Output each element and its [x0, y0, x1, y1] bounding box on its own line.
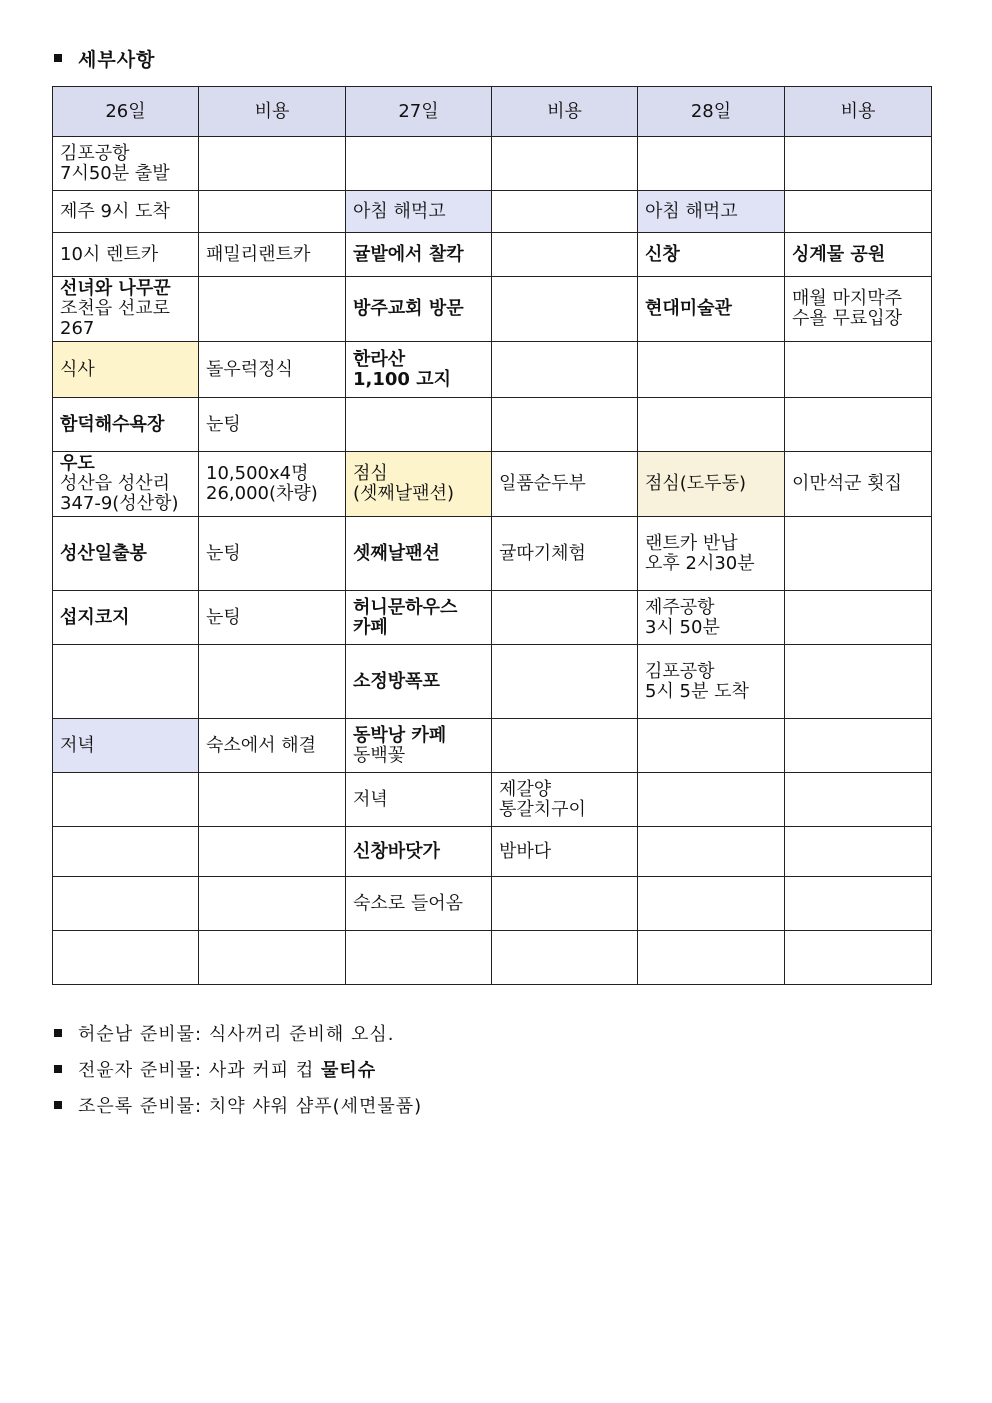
table-cell — [785, 137, 932, 191]
table-cell — [199, 517, 346, 591]
cell-text: 싱계물 공원 — [792, 243, 886, 265]
table-cell — [785, 517, 932, 591]
cell-text: 성산일출봉 — [60, 542, 147, 564]
table-cell — [638, 719, 785, 773]
table-row — [53, 645, 932, 719]
table-row — [53, 517, 932, 591]
preparation-notes — [54, 1020, 422, 1128]
table-row — [53, 398, 932, 452]
table-row — [53, 191, 932, 233]
table-cell — [346, 877, 492, 931]
table-cell — [785, 877, 932, 931]
table-cell — [53, 773, 199, 827]
table-cell — [638, 233, 785, 277]
table-cell — [346, 452, 492, 517]
cell-text: 현대미술관 — [645, 298, 732, 319]
table-cell — [492, 191, 638, 233]
table-cell — [346, 137, 492, 191]
table-cell — [785, 719, 932, 773]
square-bullet-icon — [54, 1101, 62, 1109]
table-cell — [492, 398, 638, 452]
note-item — [54, 1056, 422, 1082]
cell-text: 선녀와 나무꾼 — [60, 278, 171, 299]
table-cell — [53, 137, 199, 191]
table-row — [53, 233, 932, 277]
table-cell — [785, 773, 932, 827]
table-cell — [785, 827, 932, 877]
table-cell — [346, 398, 492, 452]
table-cell — [492, 773, 638, 827]
cell-text: 점심(도두동) — [645, 473, 746, 494]
table-cell — [492, 591, 638, 645]
table-cell — [199, 452, 346, 517]
table-cell — [199, 137, 346, 191]
table-cell — [638, 398, 785, 452]
header-day-28: 28일 — [638, 87, 785, 137]
table-cell — [199, 277, 346, 342]
cell-text: 숙소로 들어옴 — [353, 892, 464, 914]
header-cost: 비용 — [785, 87, 932, 137]
table-cell — [492, 517, 638, 591]
table-cell — [785, 342, 932, 398]
table-cell — [785, 277, 932, 342]
table-cell — [492, 342, 638, 398]
cell-text: 돌우럭정식 — [206, 358, 293, 380]
cell-text: 귤밭에서 찰칵 — [353, 243, 464, 265]
table-cell — [638, 591, 785, 645]
note-text: 허순남 준비물: 식사꺼리 준비해 오심. — [78, 1024, 395, 1045]
header-cost: 비용 — [199, 87, 346, 137]
table-cell — [346, 645, 492, 719]
table-cell — [785, 452, 932, 517]
cell-text: 10,500x4명 26,000(차량) — [206, 463, 318, 504]
table-cell — [53, 277, 199, 342]
table-cell — [492, 645, 638, 719]
header-day-26: 26일 — [53, 87, 199, 137]
cell-text: 한라산 1,100 고지 — [353, 348, 451, 390]
cell-text: 랜트카 반납 오후 2시30분 — [645, 532, 755, 574]
note-text: 조은록 준비물: 치약 샤워 샴푸(세면물품) — [78, 1096, 423, 1117]
table-row — [53, 452, 932, 517]
table-cell — [638, 342, 785, 398]
table-cell — [638, 773, 785, 827]
table-cell — [53, 517, 199, 591]
header-row — [53, 87, 932, 137]
cell-text: 아침 해먹고 — [353, 200, 446, 222]
table-cell — [346, 277, 492, 342]
table-cell — [199, 877, 346, 931]
square-bullet-icon — [54, 54, 62, 62]
cell-text: 신창바닷가 — [353, 840, 440, 862]
cell-text: 패밀리랜트카 — [206, 243, 311, 265]
cell-text: 일품순두부 — [499, 473, 586, 494]
table-cell — [53, 398, 199, 452]
table-cell — [53, 931, 199, 985]
table-cell — [199, 827, 346, 877]
cell-text: 눈팅 — [206, 606, 241, 628]
table-cell — [199, 645, 346, 719]
table-cell — [785, 233, 932, 277]
table-cell — [785, 191, 932, 233]
table-cell — [492, 233, 638, 277]
table-row — [53, 277, 932, 342]
cell-text: 식사 — [60, 358, 95, 380]
cell-subtext: 동백꽃 — [353, 744, 406, 766]
table-cell — [53, 877, 199, 931]
table-cell — [492, 277, 638, 342]
table-row — [53, 591, 932, 645]
itinerary-table — [52, 86, 932, 985]
table-cell — [53, 233, 199, 277]
cell-text: 김포공항 5시 5분 도착 — [645, 660, 749, 702]
table-cell — [638, 137, 785, 191]
cell-text: 함덕해수욕장 — [60, 413, 165, 435]
table-cell — [785, 398, 932, 452]
table-cell — [492, 137, 638, 191]
table-cell — [492, 877, 638, 931]
table-cell — [53, 191, 199, 233]
table-cell — [53, 591, 199, 645]
table-cell — [53, 342, 199, 398]
cell-text: 소정방폭포 — [353, 670, 440, 692]
note-item — [54, 1092, 422, 1118]
section-title: 세부사항 — [78, 48, 156, 71]
table-cell — [346, 773, 492, 827]
table-row — [53, 827, 932, 877]
table-cell — [199, 191, 346, 233]
cell-text: 밤바다 — [499, 840, 552, 862]
table-cell — [785, 591, 932, 645]
cell-text: 셋째날팬션 — [353, 542, 440, 564]
cell-text: 제주공항 3시 50분 — [645, 596, 720, 638]
table-cell — [346, 827, 492, 877]
table-cell — [199, 931, 346, 985]
table-cell — [346, 342, 492, 398]
table-cell — [53, 645, 199, 719]
table-cell — [199, 342, 346, 398]
cell-subtext: 성산읍 성산리 347-9(성산항) — [60, 473, 179, 514]
cell-text: 동박낭 카페 — [353, 724, 447, 746]
table-cell — [638, 517, 785, 591]
cell-text: 이만석군 횟집 — [792, 473, 903, 494]
cell-text: 섭지코지 — [60, 606, 130, 628]
table-cell — [638, 827, 785, 877]
table-cell — [785, 645, 932, 719]
table-cell — [346, 191, 492, 233]
cell-subtext: 조천읍 선교로 267 — [60, 298, 171, 339]
header-day-27: 27일 — [346, 87, 492, 137]
table-cell — [638, 931, 785, 985]
cell-text: 신창 — [645, 243, 680, 265]
table-cell — [53, 827, 199, 877]
note-bold-text: 물티슈 — [320, 1060, 377, 1081]
table-cell — [638, 277, 785, 342]
cell-text: 눈팅 — [206, 413, 241, 435]
table-cell — [199, 591, 346, 645]
table-row — [53, 137, 932, 191]
table-cell — [199, 233, 346, 277]
table-cell — [638, 645, 785, 719]
table-cell — [199, 398, 346, 452]
cell-text: 제갈양 통갈치구이 — [499, 778, 586, 820]
table-row — [53, 877, 932, 931]
cell-text: 우도 — [60, 453, 95, 474]
table-cell — [346, 591, 492, 645]
table-cell — [199, 773, 346, 827]
square-bullet-icon — [54, 1065, 62, 1073]
table-cell — [346, 233, 492, 277]
note-text: 전윤자 준비물: 사과 커피 컵 — [78, 1060, 321, 1081]
table-cell — [199, 719, 346, 773]
square-bullet-icon — [54, 1029, 62, 1037]
cell-text: 매월 마지막주 수욜 무료입장 — [792, 288, 903, 329]
table-cell — [492, 827, 638, 877]
cell-text: 숙소에서 해결 — [206, 734, 317, 756]
cell-text: 저녁 — [353, 788, 388, 810]
table-cell — [492, 719, 638, 773]
section-heading — [54, 44, 155, 72]
table-row — [53, 931, 932, 985]
table-cell — [638, 191, 785, 233]
table-cell — [53, 452, 199, 517]
cell-text: 점심 (셋째날팬션) — [353, 463, 454, 504]
table-cell — [346, 931, 492, 985]
table-cell — [492, 452, 638, 517]
cell-text: 눈팅 — [206, 542, 241, 564]
table-row — [53, 773, 932, 827]
cell-text: 아침 해먹고 — [645, 200, 738, 222]
table-cell — [638, 877, 785, 931]
cell-text: 귤따기체험 — [499, 542, 586, 564]
table-row — [53, 342, 932, 398]
cell-text: 김포공항 7시50분 출발 — [60, 142, 170, 184]
table-cell — [785, 931, 932, 985]
cell-text: 방주교회 방문 — [353, 298, 464, 319]
cell-text: 10시 렌트카 — [60, 243, 159, 265]
table-row — [53, 719, 932, 773]
cell-text: 저녁 — [60, 734, 95, 756]
table-cell — [53, 719, 199, 773]
note-item — [54, 1020, 422, 1046]
table-cell — [492, 931, 638, 985]
table-cell — [346, 719, 492, 773]
header-cost: 비용 — [492, 87, 638, 137]
cell-text: 허니문하우스 카페 — [353, 596, 458, 638]
table-cell — [638, 452, 785, 517]
cell-text: 제주 9시 도착 — [60, 200, 170, 222]
table-cell — [346, 517, 492, 591]
